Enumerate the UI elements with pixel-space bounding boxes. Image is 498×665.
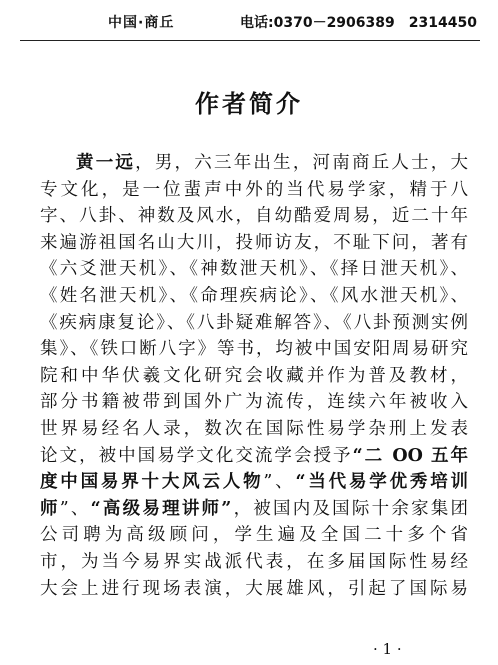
text-line xyxy=(40,150,468,177)
award-title: “二 OO 五年 xyxy=(352,445,468,466)
text-segment: ，男，六三年出生，河南商丘人士，大 xyxy=(135,153,469,173)
text-line: 市，为当今易界实战派代表，在多届国际性易经 xyxy=(40,551,468,572)
text-line: 部分书籍被带到国外广为流传，连续六年被收入 xyxy=(40,392,468,413)
author-bio-paragraph xyxy=(40,150,468,602)
text-line: 来遍游祖国名山大川，投师访友，不耻下问，著有 xyxy=(40,232,468,253)
text-segment: 论文，被中国易学文化交流学会授予 xyxy=(40,445,353,466)
award-title: 师 xyxy=(40,498,60,519)
header-phone-extra: 2314450 xyxy=(408,15,477,31)
text-line: 集》、《铁口断八字》等书，均被中国安阳周易研究 xyxy=(40,339,468,360)
text-line: 院和中华伏羲文化研究会收藏并作为普及教材， xyxy=(40,365,468,386)
text-line: 字、八卦、神数及风水，自幼酷爱周易，近二十年 xyxy=(40,206,468,227)
award-title: 度中国易界十大风云人物 xyxy=(40,472,264,493)
text-line xyxy=(40,443,468,470)
header-phone-main: 电话:0370－2906389 xyxy=(240,15,395,31)
author-name: 黄一远 xyxy=(76,153,136,173)
text-line: 大会上进行现场表演，大展雄风，引起了国际易 xyxy=(40,578,468,599)
text-line: 公司聘为高级顾问，学生遍及全国二十多个省 xyxy=(40,525,468,546)
text-segment: ”、 xyxy=(59,498,91,519)
text-line: 《六爻泄天机》、《神数泄天机》、《择日泄天机》、 xyxy=(40,259,468,280)
header-phone xyxy=(240,12,477,34)
header-divider xyxy=(20,40,480,41)
text-line: 《疾病康复论》、《八卦疑难解答》、《八卦预测实例 xyxy=(40,312,468,333)
award-title: “高级易理讲师” xyxy=(90,498,232,519)
page-number: · 1 · xyxy=(373,640,402,658)
page-title: 作者简介 xyxy=(195,90,303,118)
text-line xyxy=(40,469,468,496)
header-location: 中国·商丘 xyxy=(108,15,175,31)
text-line xyxy=(40,496,468,523)
text-segment: ”、 xyxy=(263,472,296,493)
award-title: “当代易学优秀培训 xyxy=(295,472,468,493)
text-line: 专文化，是一位蜚声中外的当代易学家，精于八 xyxy=(40,179,468,200)
text-line: 世界易经名人录，数次在国际性易学杂刑上发表 xyxy=(40,418,468,439)
text-line: 《姓名泄天机》、《命理疾病论》、《风水泄天机》、 xyxy=(40,285,468,306)
text-segment: ，被国内及国际十余家集团 xyxy=(231,498,469,519)
page-header xyxy=(22,12,482,34)
